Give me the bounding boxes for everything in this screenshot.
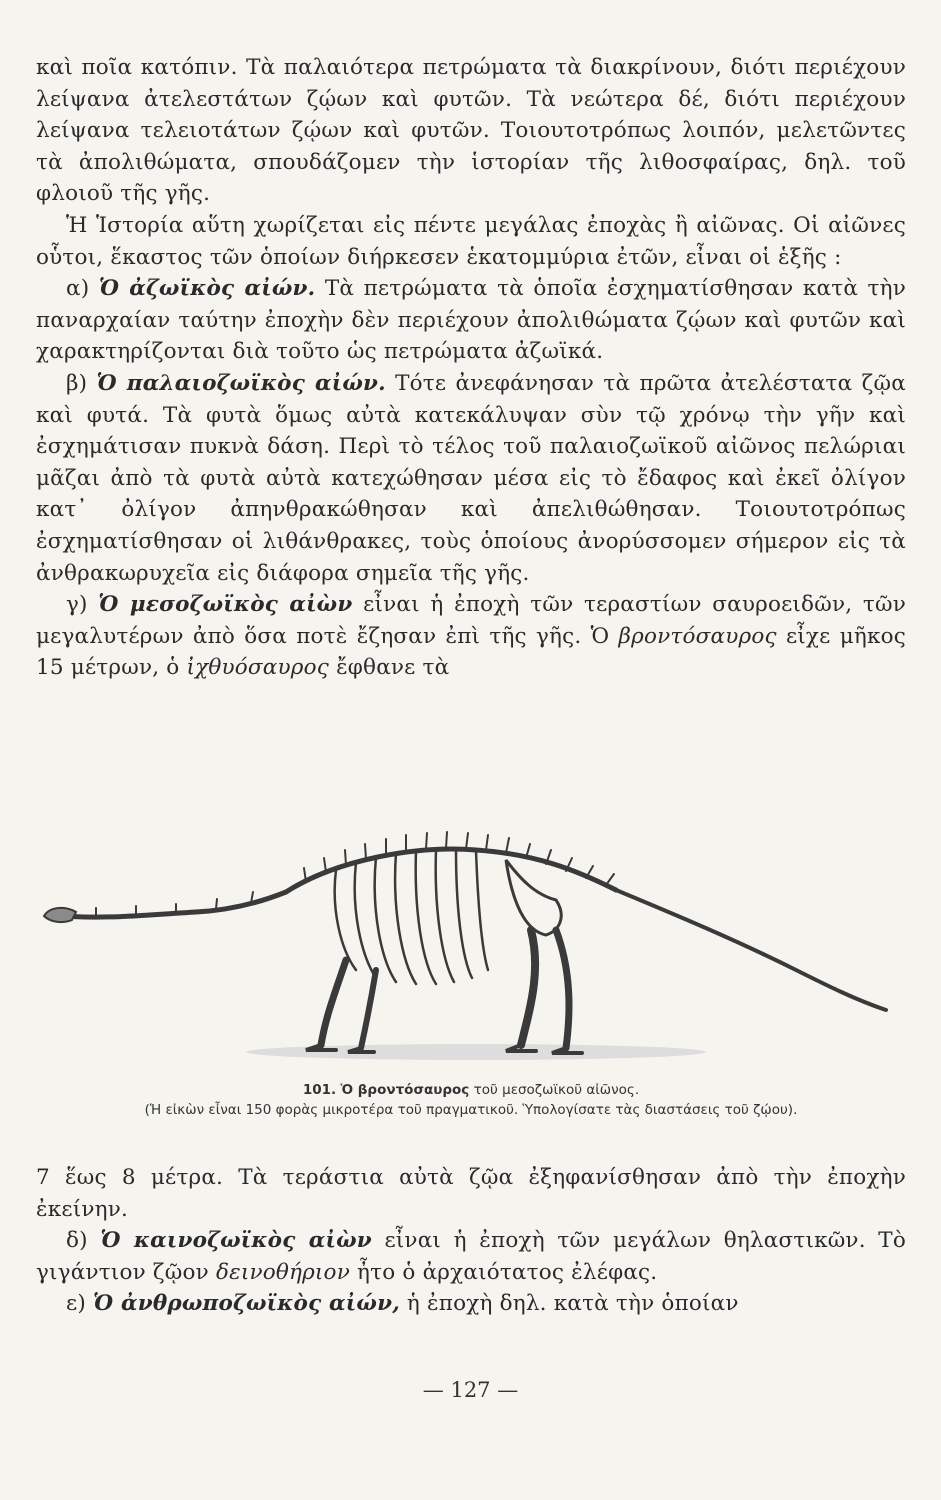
- era-c-text-2: εἶχε μῆκος 15 μέτρων, ὁ: [36, 623, 906, 681]
- era-e-paragraph: [36, 1288, 906, 1320]
- caption-era: τοῦ μεσοζωϊκοῦ αἰῶνος.: [473, 1082, 640, 1098]
- bottom-text-block: [36, 1162, 906, 1320]
- era-b-title: Ὁ παλαιοζωϊκὸς αἰών.: [96, 370, 386, 396]
- era-b-marker: β): [66, 370, 88, 396]
- ichthyosaurus-name: ἰχθυόσαυρος: [186, 655, 330, 681]
- figure-caption: [36, 1080, 906, 1120]
- era-d-text-1: εἶναι ἡ ἐποχὴ τῶν μεγάλων θηλαστικῶν. Τὸ γιγάντιον ζῷον: [36, 1228, 906, 1285]
- era-d-title: Ὁ καινοζωϊκὸς αἰὼν: [100, 1228, 372, 1254]
- era-a-marker: α): [66, 276, 90, 302]
- era-b-paragraph: [36, 368, 906, 589]
- era-b-text: Τότε ἀνεφάνησαν τὰ πρῶτα ἀτελέστατα ζῷα καὶ φυτά. Τὰ φυτὰ ὅμως αὐτὰ κατεκάλυψαν σὺν τῷ χρόνῳ τὴν γῆν καὶ ἐσχημάτισαν πυκνὰ δάση. Περὶ τὸ τέλος τοῦ παλαιοζωϊκοῦ αἰῶνος πελώριαι μᾶζαι ἀπὸ τὰ φυτὰ αὐτὰ κατεχώθησαν μέσα εἰς τὸ ἔδαφος καὶ ἐκεῖ ὀλίγον κατ᾿ ὀλίγον ἀπηνθρακώθησαν καὶ ἀπελιθώθησαν. Τοιουτοτρόπως ἐσχηματίσθησαν οἱ λιθάνθρακες, τοὺς ὁποίους ἀνορύσσομεν σήμερον εἰς τὰ ἀνθρακωρυχεῖα εἰς διάφορα σημεῖα τῆς γῆς.: [36, 370, 906, 586]
- era-c-title: Ὁ μεσοζωϊκὸς αἰὼν: [98, 592, 353, 618]
- top-text-block: [36, 52, 906, 684]
- page-number: — 127 —: [422, 1378, 519, 1402]
- eras-intro-paragraph: Ἡ Ἱστορία αὕτη χωρίζεται εἰς πέντε μεγάλας ἐποχὰς ἢ αἰῶνας. Οἱ αἰῶνες οὗτοι, ἕκαστος τῶν ὁποίων διήρκεσεν ἑκατομμύρια ἐτῶν, εἶναι οἱ ἑξῆς :: [36, 212, 906, 270]
- era-c-paragraph: [36, 589, 906, 684]
- caption-line-1: [36, 1080, 906, 1100]
- era-a-paragraph: [36, 273, 906, 368]
- era-d-marker: δ): [66, 1228, 88, 1254]
- deinotherium-name: δεινοθήριον: [215, 1259, 350, 1285]
- era-e-title: Ὁ ἀνθρωποζωϊκὸς αἰών,: [92, 1291, 400, 1317]
- era-c-text-3: ἔφθανε τὰ: [336, 655, 450, 681]
- era-d-paragraph: [36, 1225, 906, 1288]
- brontosaurus-name: βροντόσαυρος: [618, 623, 777, 649]
- caption-line-2: (Ἡ εἰκὼν εἶναι 150 φορὰς μικροτέρα τοῦ πραγματικοῦ. Ὑπολογίσατε τὰς διαστάσεις τοῦ ζῴου).: [144, 1102, 798, 1118]
- era-c-marker: γ): [66, 592, 88, 618]
- era-c-text-1: εἶναι ἡ ἐποχὴ τῶν τεραστίων σαυροειδῶν, τῶν μεγαλυτέρων ἀπὸ ὅσα ποτὲ ἔζησαν ἐπὶ τῆς γῆς. Ὁ: [36, 592, 906, 649]
- continuation-paragraph: 7 ἕως 8 μέτρα. Τὰ τεράστια αὐτὰ ζῷα ἐξηφανίσθησαν ἀπὸ τὴν ἐποχὴν ἐκείνην.: [36, 1165, 906, 1222]
- era-d-text-2: ἦτο ὁ ἀρχαιότατος ἐλέφας.: [357, 1259, 658, 1285]
- brontosaurus-skeleton-illustration: [36, 820, 896, 1070]
- intro-paragraph: καὶ ποῖα κατόπιν. Τὰ παλαιότερα πετρώματα τὰ διακρίνουν, διότι περιέχουν λείψανα ἀτελεστάτων ζῴων καὶ φυτῶν. Τὰ νεώτερα δέ, διότι περιέχουν λείψανα τελειοτάτων ζῴων καὶ φυτῶν. Τοιουτοτρόπως λοιπόν, μελετῶντες τὰ ἀπολιθώματα, σπουδάζομεν τὴν ἱστορίαν τῆς λιθοσφαίρας, δηλ. τοῦ φλοιοῦ τῆς γῆς.: [36, 55, 906, 207]
- era-a-title: Ὁ ἀζωϊκὸς αἰών.: [98, 276, 316, 302]
- figure-title: Ὁ βροντόσαυρος: [340, 1082, 470, 1098]
- figure-number: 101.: [302, 1082, 337, 1098]
- era-a-text: Τὰ πετρώματα τὰ ὁποῖα ἐσχηματίσθησαν κατὰ τὴν παναρχαίαν ταύτην ἐποχὴν δὲν περιέχουν ἀπολιθώματα ζῴων καὶ φυτῶν καὶ χαρακτηρίζονται διὰ τοῦτο ὡς πετρώματα ἀζωϊκά.: [36, 276, 906, 365]
- era-e-text: ἡ ἐποχὴ δηλ. κατὰ τὴν ὁποίαν: [406, 1291, 739, 1317]
- era-e-marker: ε): [66, 1291, 86, 1317]
